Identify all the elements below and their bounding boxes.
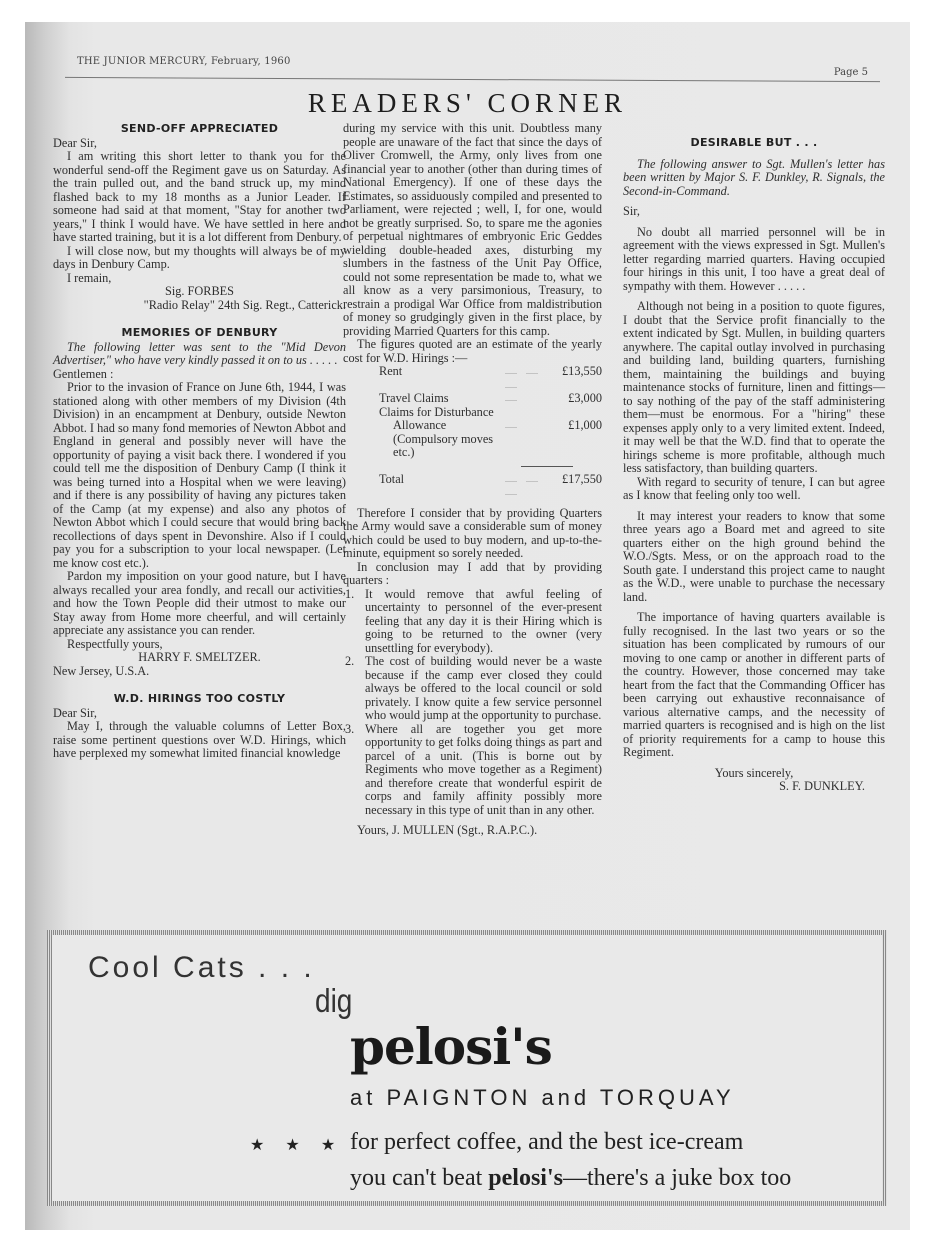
letter4-paragraph: Although not being in a position to quote figures, I doubt that the Service profit financially to the extent indicated by Sgt. Mullen, in building quarters anywhere. The capital outlay involved in purchasing and building land, building quarters, furnishing them, maintaining the buildings and buying maintenance stocks of furniture, linen and fittings—to say nothing of the pay of the staff administering them—must be enormous. For a "hiring" these expenses apply only to a very limited extent. Indeed, it may well be that the W.D. find that to operate the hirings scheme is more profitable, although much less satisfactory, than building quarters. xyxy=(623,299,885,475)
point-text: It would remove that awful feeling of uncertainty to personnel of the ever-present feeling that any day it is their Hiring which is going to be returned to the owner (very unsettling for everybody). xyxy=(365,586,602,655)
point-text: Where all are together you get more opportunity to get folks doing things as part and parcel of a unit. (This is borne out by Regiments who move together as a Regiment) and therefore create that wonderful espirit de corps and family affinity possibly more necessary in this type of unit than in any other. xyxy=(365,721,602,817)
letter2-closing: Respectfully yours, xyxy=(67,636,163,651)
cost-amount xyxy=(544,446,602,460)
cost-label: Rent xyxy=(379,364,403,378)
point-text: The cost of building would never be a waste because if the camp ever closed they could always be offered to the local council or sold privately. I know quite a few service personnel who would jump at the opportunity to purchase. xyxy=(365,654,602,722)
cost-dots: ...... xyxy=(505,394,517,403)
cost-row xyxy=(379,392,602,406)
letter1-closing: I remain, xyxy=(67,270,112,285)
cost-amount: £3,000 xyxy=(568,391,602,405)
cost-dots: ...... ...... ...... xyxy=(505,474,538,497)
letter1-paragraph: I am writing this short letter to thank you for the wonderful send-off the Regiment gave us on Saturday. As the train pulled out, and the band struck up, my mind flashed back to my 18 months as a Junior Leader. If someone had said at that moment, "Stay for another two years," I think I would have. We have settled in here and have started training, but it is a lot different from Denbury. xyxy=(53,149,346,244)
letter3-salutation: Dear Sir, xyxy=(53,705,97,720)
cost-label: etc.) xyxy=(393,445,415,459)
cost-row xyxy=(379,419,602,433)
letter4-signature: S. F. DUNKLEY. xyxy=(779,779,865,793)
cost-dots xyxy=(499,433,544,447)
magazine-page xyxy=(25,22,910,1230)
letter3-signature: Yours, J. MULLEN (Sgt., R.A.P.C.). xyxy=(357,823,538,837)
cost-row xyxy=(379,446,602,460)
total-rule xyxy=(521,466,573,467)
point-number: 3. xyxy=(345,721,355,736)
point-item xyxy=(345,654,602,723)
running-head: THE JUNIOR MERCURY, February, 1960 xyxy=(77,56,291,67)
advert-dig: dig xyxy=(315,981,353,1019)
header-rule xyxy=(65,77,880,82)
cost-dots xyxy=(499,406,544,420)
cost-table xyxy=(379,365,602,460)
pelosis-advert xyxy=(47,930,887,1206)
letter2-signature: HARRY F. SMELTZER. xyxy=(138,650,261,664)
tagline-text: you can't beat xyxy=(350,1165,489,1191)
column-2 xyxy=(343,122,602,838)
letter2-paragraph: Pardon my imposition on your good nature, but I have always recalled your area fondly, and recall our activities, and how the Town People did their utmost to make our Stay away from Home more cheerful, and will certainly appreciate any assistance you can render. xyxy=(53,569,346,637)
advert-cool-cats: Cool Cats . . . xyxy=(88,951,315,984)
letter4-paragraph: With regard to security of tenure, I can but agree as I know that feeling only too well. xyxy=(623,474,885,502)
advert-tagline-1: for perfect coffee, and the best ice-cream xyxy=(350,1129,744,1155)
advert-tagline-2 xyxy=(350,1165,791,1192)
advert-brand: pelosi's xyxy=(350,1017,552,1076)
letter1-signature-unit: "Radio Relay" 24th Sig. Regt., Catterick. xyxy=(143,297,346,312)
cost-amount xyxy=(544,406,602,420)
column-1 xyxy=(53,122,346,761)
tagline-brand: pelosi's xyxy=(488,1165,563,1191)
letter2-location: New Jersey, U.S.A. xyxy=(53,663,150,678)
point-number: 2. xyxy=(345,654,355,668)
cost-row xyxy=(379,406,602,420)
letter3-paragraph: May I, through the valuable columns of Letter Box, raise some pertinent questions over W.D. Hirings, which have perplexed my somewhat limited financial knowledge xyxy=(53,719,346,760)
tagline-text: —there's a juke box too xyxy=(562,1165,792,1191)
column-3 xyxy=(623,122,885,794)
cost-total-row xyxy=(379,473,602,500)
cost-dots: ...... xyxy=(505,421,517,430)
cost-label: Travel Claims xyxy=(379,391,449,405)
letter3-figures-intro: The figures quoted are an estimate of the yearly cost for W.D. Hirings :— xyxy=(343,337,602,365)
cost-label: (Compulsory moves xyxy=(393,431,494,446)
letter3-heading: W.D. HIRINGS TOO COSTLY xyxy=(113,692,286,705)
cost-amount: £17,550 xyxy=(562,471,602,486)
letter2-heading: MEMORIES OF DENBURY xyxy=(121,326,278,339)
letter1-heading: SEND-OFF APPRECIATED xyxy=(120,122,279,135)
cost-amount: £1,000 xyxy=(568,418,602,432)
letter4-heading: DESIRABLE BUT . . . xyxy=(690,136,818,149)
cost-amount: £13,550 xyxy=(562,364,602,378)
letter1-paragraph: I will close now, but my thoughts will always be of my days in Denbury Camp. xyxy=(53,243,346,271)
page-number: Page 5 xyxy=(833,67,868,78)
letter4-paragraph: No doubt all married personnel will be in agreement with the views expressed in Sgt. Mullen's letter regarding married quarters. Having occupied four hirings in this unit, I too have a great deal of sympathy with them. However . . . . . xyxy=(623,224,885,293)
advert-location: at PAIGNTON and TORQUAY xyxy=(350,1085,735,1110)
point-item xyxy=(345,586,602,656)
letter2-intro: The following letter was sent to the "Mid Devon Advertiser," who have very kindly passed it on to us . . . . . xyxy=(53,339,346,367)
page-title: READERS' CORNER xyxy=(307,88,628,118)
cost-amount xyxy=(544,433,602,447)
cost-row xyxy=(379,433,602,447)
letter1-signature: Sig. FORBES xyxy=(164,284,235,298)
letter4-salutation: Sir, xyxy=(623,204,640,218)
letter2-salutation: Gentlemen : xyxy=(53,366,114,381)
letter3-paragraph: In conclusion may I add that by providing quarters : xyxy=(343,559,602,587)
cost-label: Claims for Disturbance xyxy=(379,404,494,419)
point-item xyxy=(345,721,602,818)
point-number: 1. xyxy=(345,586,355,601)
cost-total xyxy=(379,473,602,500)
points-list xyxy=(343,588,602,818)
cost-dots: ...... ...... ...... xyxy=(505,367,538,390)
cost-row xyxy=(379,365,602,392)
letter3-paragraph: Therefore I consider that by providing Quarters the Army would save a considerable sum of money which could be used to buy modern, and up-to-the-minute, equipment so sorely needed. xyxy=(343,505,602,560)
letter4-closing: Yours sincerely, xyxy=(714,765,794,780)
letter1-salutation: Dear Sir, xyxy=(53,135,97,150)
letter4-paragraph: It may interest your readers to know that some three years ago a Board met and agreed to site quarters either on the high ground behind the W.O./Sgts. Mess, or on the approach road to the South gate. I understand this project came to naught as the W.D., were unable to purchase the necessary land. xyxy=(623,508,885,604)
letter3-paragraph-continued: during my service with this unit. Doubtless many people are unaware of the fact that since the days of Oliver Cromwell, the Army, only lives from one financial year to another (other than during times of National Emergency). If one of these days the Estimates, so assiduously compiled and presented to Parliament, were rejected ; well, I, for one, would not be greatly surprised. So, to spare me the agonies of perpetual nightmares of embryonic Eric Geddes wielding double-headed axes, disturbing my slumbers in the fastness of the Unit Pay Office, could not some representation be made to, what we all know as a very parsimonious, Treasury, to restrain a prodigal War Office from maldistribution of money so grudgingly given in the first place, by providing Married Quarters for this camp. xyxy=(343,121,602,338)
star-icons: ★ ★ ★ xyxy=(250,1135,344,1154)
letter2-paragraph: Prior to the invasion of France on June 6th, 1944, I was stationed along with other members of my Division (4th Division) in an encampment at Denbury, outside Newton Abbot. I had so many fond memories of Newton Abbot and England in general and possibly never will have the opportunity of paying a visit back there. I wondered if you could tell me the disposition of Denbury Camp (I think it was being turned into a Hospital when we were leaving) and if there is any possibility of having any pictures taken of the Camp (at my expense) and also any photos of Newton Abbot which I could secure that would bring back recollections of days spent in Devonshire. Also if I could pay you for a subscription to your local newspaper. (Let me know cost etc.). xyxy=(53,380,346,570)
cost-label: Allowance xyxy=(393,418,447,432)
letter4-paragraph: The importance of having quarters available is fully recognised. In the last two years or so the situation has been complicated by rumours of our moving to one camp or another in different parts of the country. However, those concerned may take heart from the fact that the Commanding Officer has been carrying out exhaustive reconnaisance of various alternative camps, and the necessity of married quarters is recognised and is high on the list of priority requirements for a camp to house this Regiment. xyxy=(623,610,885,759)
letter4-intro: The following answer to Sgt. Mullen's letter has been written by Major S. F. Dunkley, R. Signals, the Second-in-Command. xyxy=(623,156,885,198)
cost-dots xyxy=(499,446,544,460)
cost-label: Total xyxy=(379,471,405,486)
